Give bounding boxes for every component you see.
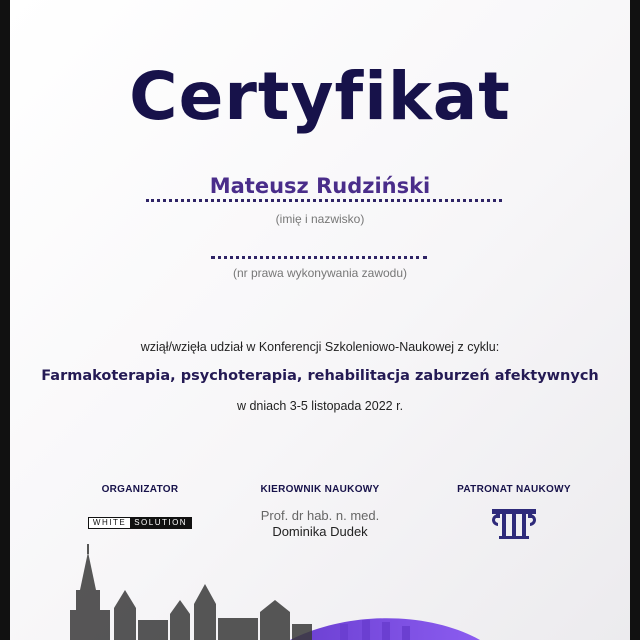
patronage-label: PATRONAT NAUKOWY [457, 484, 571, 495]
scientific-head-section [230, 484, 410, 539]
scientific-head-label: KIEROWNIK NAUKOWY [260, 484, 380, 495]
patronage-section [424, 484, 604, 546]
scientific-head-name: Dominika Dudek [272, 524, 368, 539]
license-caption: (nr prawa wykonywania zawodu) [232, 266, 408, 280]
conference-date: w dniach 3-5 listopada 2022 r. [236, 399, 404, 413]
certificate-title: Certyfikat [129, 58, 511, 135]
organizer-label: ORGANIZATOR [101, 484, 179, 495]
certificate-sheet [10, 0, 630, 640]
conference-topic: Farmakoterapia, psychoterapia, rehabilitacja zaburzeń afektywnych [41, 368, 599, 384]
organizer-section [50, 484, 230, 530]
logo-text-white: WHITE [89, 518, 130, 528]
white-solution-logo [88, 517, 192, 529]
recipient-name: Mateusz Rudziński [209, 174, 431, 198]
name-dotted-line [146, 199, 502, 202]
krakow-skyline-illustration [10, 540, 630, 640]
participation-text: wziął/wzięła udział w Konferencji Szkoleniowo-Naukowej z cyklu: [140, 340, 500, 354]
name-caption: (imię i nazwisko) [275, 212, 365, 226]
logo-text-solution: SOLUTION [130, 518, 191, 528]
scientific-head-title: Prof. dr hab. n. med. [260, 508, 380, 523]
license-dotted-line [211, 256, 427, 259]
